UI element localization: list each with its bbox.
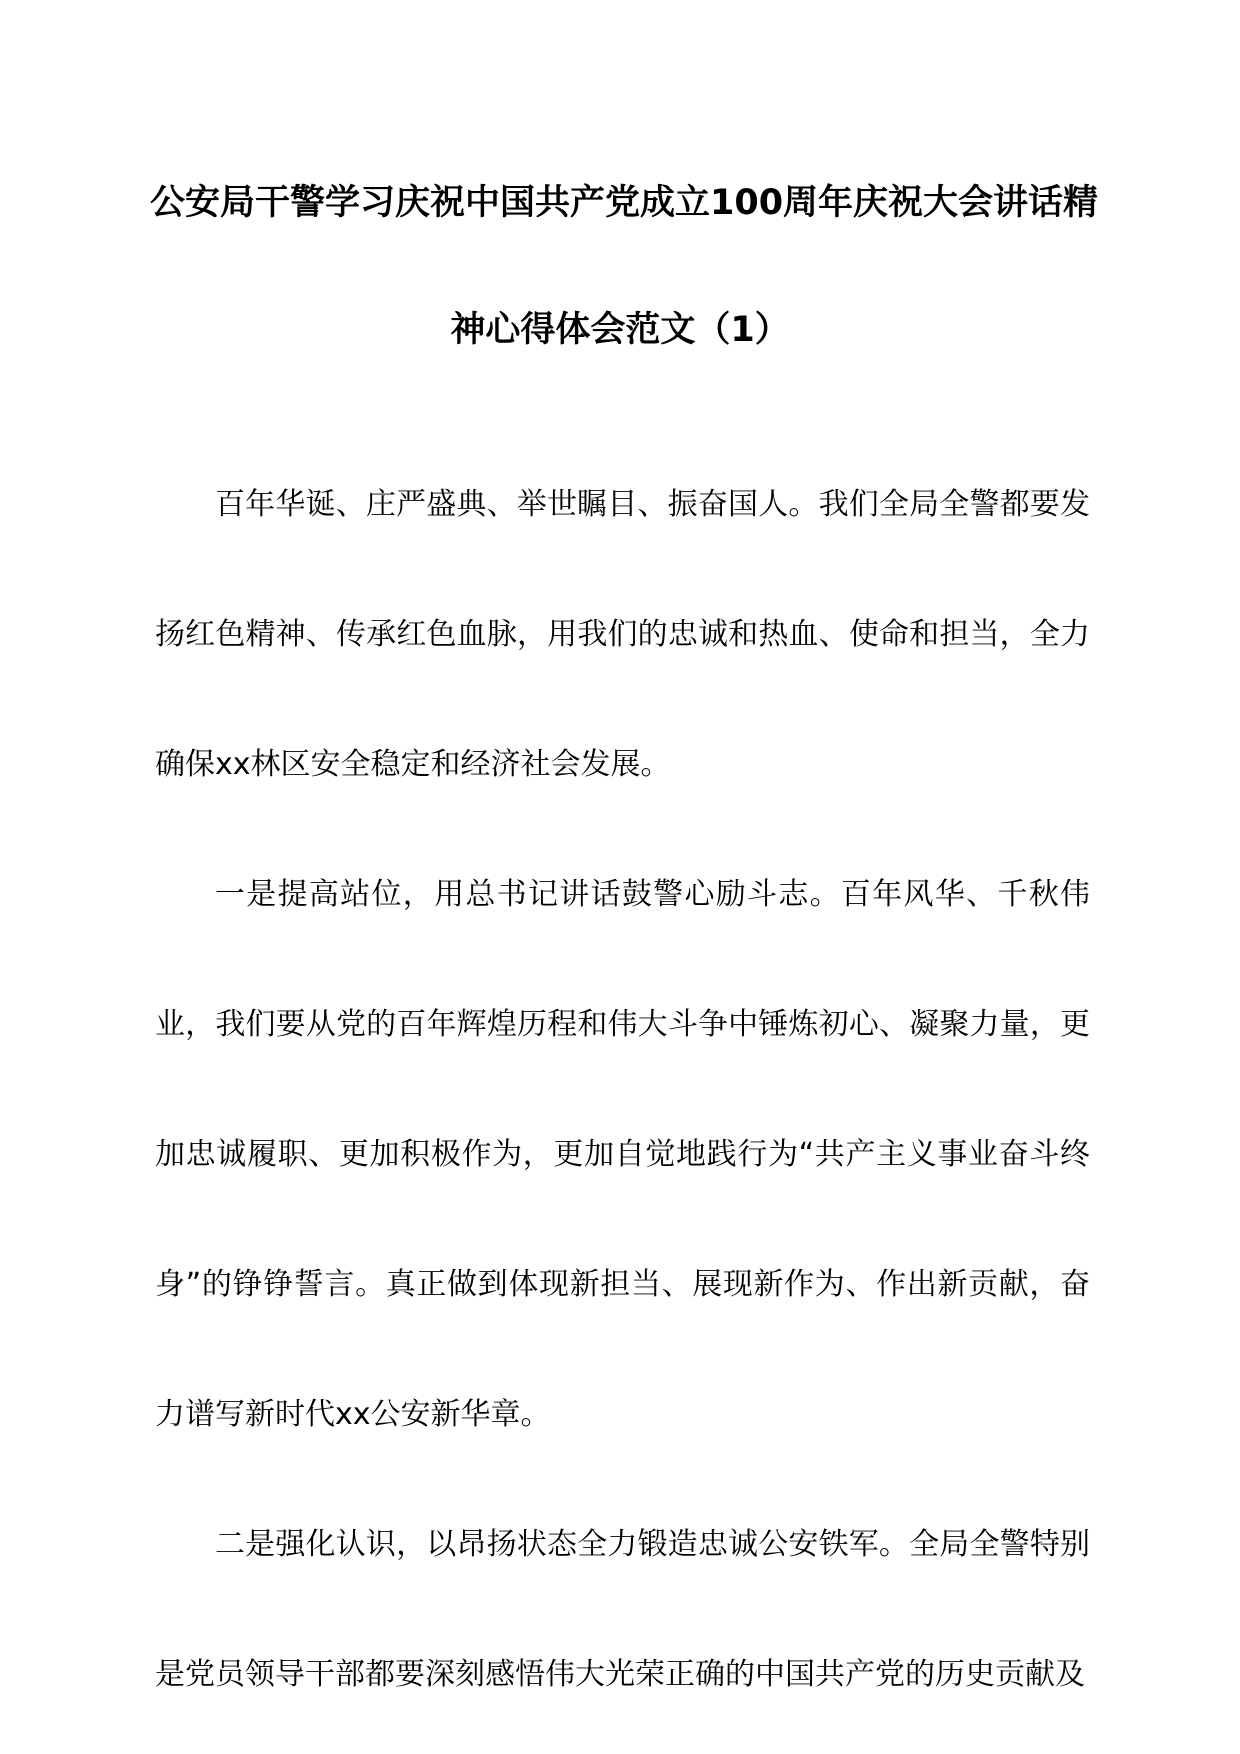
document-title-line-2: 神心得体会范文（1）	[450, 310, 790, 350]
document-body	[155, 440, 1090, 1740]
paragraph-2: 一是提高站位，用总书记讲话鼓警心励斗志。百年风华、千秋伟业，我们要从党的百年辉煌历程和伟大斗争中锤炼初心、凝聚力量，更加忠诚履职、更加积极作为，更加自觉地践行为“共产主义事业奋斗终身”的铮铮誓言。真正做到体现新担当、展现新作为、作出新贡献，奋力谱写新时代xx公安新华章。	[155, 877, 1090, 1432]
document-title-line-1: 公安局干警学习庆祝中国共产党成立100周年庆祝大会讲话精	[150, 183, 1099, 223]
paragraph-3: 二是强化认识，以昂扬状态全力锻造忠诚公安铁军。全局全警特别是党员领导干部都要深刻感悟伟大光荣正确的中国共产党的历史贡献及	[155, 1527, 1090, 1692]
paragraph-1: 百年华诞、庄严盛典、举世瞩目、振奋国人。我们全局全警都要发扬红色精神、传承红色血脉，用我们的忠诚和热血、使命和担当，全力确保xx林区安全稳定和经济社会发展。	[155, 487, 1090, 782]
